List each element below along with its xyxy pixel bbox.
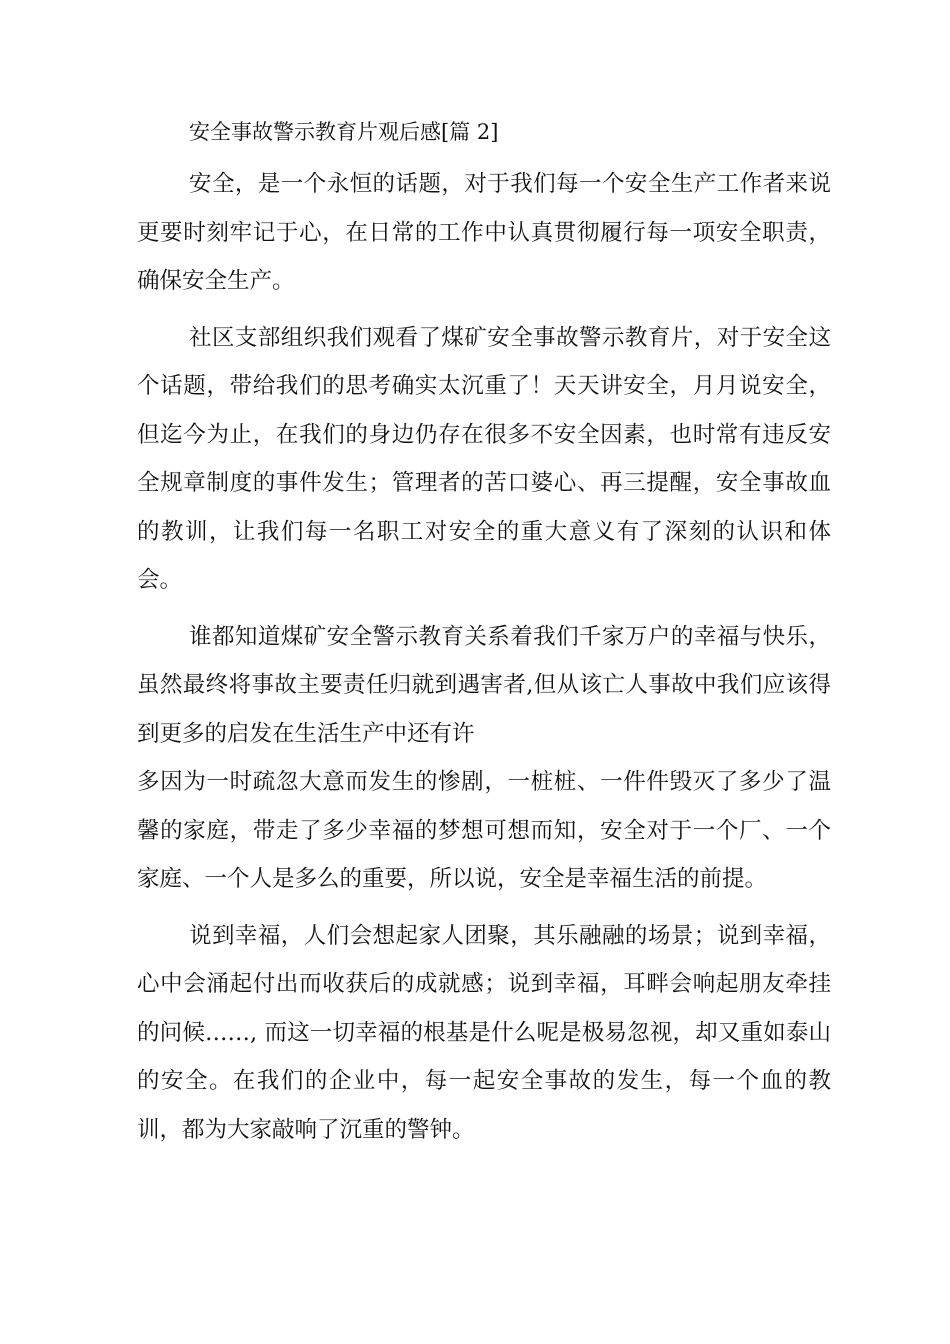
paragraph-3: 谁都知道煤矿安全警示教育关系着我们千家万户的幸福与快乐，虽然最终将事故主要责任归就到遇害者,但从该亡人事故中我们应该得到更多的启发在生活生产中还有许: [137, 623, 831, 747]
document-title: 安全事故警示教育片观后感[篇 2]: [189, 120, 499, 144]
paragraph-2: 社区支部组织我们观看了煤矿安全事故警示教育片，对于安全这个话题，带给我们的思考确实太沉重了！天天讲安全，月月说安全，但迄今为止，在我们的身边仍存在很多不安全因素，也时常有违反安全规章制度的事件发生；管理者的苦口婆心、再三提醒，安全事故血的教训，让我们每一名职工对安全的重大意义有了深刻的认识和体会。: [137, 324, 831, 593]
paragraph-4: 多因为一时疏忽大意而发生的惨剧，一桩桩、一件件毁灭了多少了温馨的家庭，带走了多少幸福的梦想可想而知，安全对于一个厂、一个家庭、一个人是多么的重要，所以说，安全是幸福生活的前提。: [137, 769, 831, 892]
paragraph-1: 安全，是一个永恒的话题，对于我们每一个安全生产工作者来说更要时刻牢记于心，在日常的工作中认真贯彻履行每一项安全职责，确保安全生产。: [137, 171, 831, 294]
paragraph-5: 说到幸福，人们会想起家人团聚，其乐融融的场景；说到幸福，心中会涌起付出而收获后的成就感；说到幸福，耳畔会响起朋友牵挂的问候……, 而这一切幸福的根基是什么呢是极易忽视，却又重如泰山的安全。在我们的企业中，每一起安全事故的发生，每一个血的教训，都为大家敲响了沉重的警钟。: [137, 922, 831, 1143]
document-body: [137, 112, 831, 1162]
